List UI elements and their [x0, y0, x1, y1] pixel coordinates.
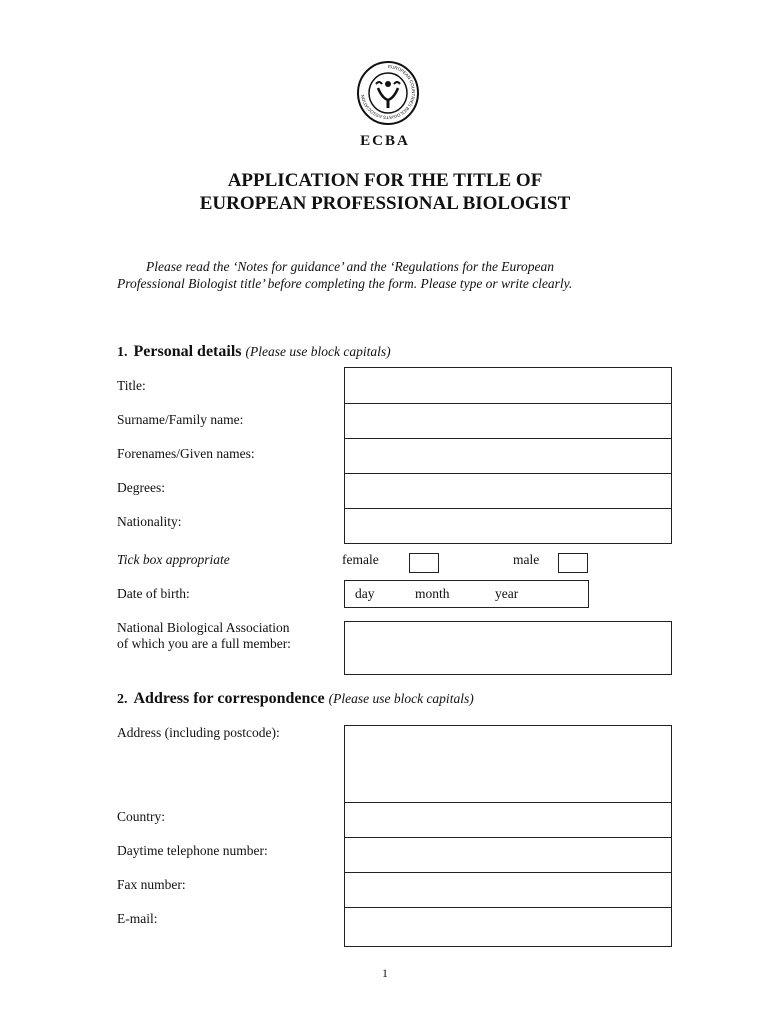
email-field[interactable]: [344, 907, 672, 947]
phone-label: Daytime telephone number:: [117, 843, 268, 858]
section-1-note: (Please use block capitals): [245, 344, 391, 359]
date-of-birth-label: Date of birth:: [117, 586, 190, 601]
association-label-line-1: National Biological Association: [117, 620, 290, 635]
nationality-field[interactable]: [344, 508, 672, 544]
title-label: Title:: [117, 378, 146, 393]
organization-name: ECBA: [360, 133, 410, 149]
degrees-field[interactable]: [344, 473, 672, 509]
page-number: 1: [382, 966, 388, 980]
male-label: male: [513, 552, 540, 567]
dob-day-hint: day: [355, 586, 375, 601]
intro-line-1: Please read the ‘Notes for guidance’ and the ‘Regulations for the European: [146, 259, 555, 274]
degrees-label: Degrees:: [117, 480, 165, 495]
logo-ring-text: EUROPEAN COUNTRIES BIOLOGISTS ASSOCIATION: [360, 63, 416, 121]
surname-field[interactable]: [344, 403, 672, 439]
fax-field[interactable]: [344, 872, 672, 908]
country-field[interactable]: [344, 802, 672, 838]
address-field[interactable]: [344, 725, 672, 803]
phone-field[interactable]: [344, 837, 672, 873]
section-1-number: 1.: [117, 345, 128, 360]
surname-label: Surname/Family name:: [117, 412, 244, 427]
page-title-line-2: EUROPEAN PROFESSIONAL BIOLOGIST: [199, 193, 571, 214]
section-1-title: Personal details: [133, 343, 242, 360]
section-2-heading: [117, 690, 474, 708]
association-label-line-2: of which you are a full member:: [117, 636, 291, 651]
male-checkbox[interactable]: [558, 553, 588, 573]
title-field[interactable]: [344, 367, 672, 404]
page-title-line-1: APPLICATION FOR THE TITLE OF: [227, 170, 543, 191]
female-label: female: [342, 552, 379, 567]
forenames-label: Forenames/Given names:: [117, 446, 255, 461]
email-label: E-mail:: [117, 911, 158, 926]
association-field[interactable]: [344, 621, 672, 675]
address-label: Address (including postcode):: [117, 725, 280, 740]
intro-line-2: Professional Biologist title’ before completing the form. Please type or write clearly.: [117, 276, 573, 291]
nationality-label: Nationality:: [117, 514, 182, 529]
section-2-number: 2.: [117, 692, 128, 707]
section-2-note: (Please use block capitals): [328, 691, 474, 706]
date-of-birth-field[interactable]: [344, 580, 589, 608]
dob-month-hint: month: [415, 586, 450, 601]
section-2-title: Address for correspondence: [133, 690, 325, 707]
tick-box-instruction: Tick box appropriate: [117, 552, 230, 567]
ecba-logo: [356, 60, 420, 126]
dob-year-hint: year: [495, 586, 519, 601]
fax-label: Fax number:: [117, 877, 186, 892]
country-label: Country:: [117, 809, 166, 824]
forenames-field[interactable]: [344, 438, 672, 474]
female-checkbox[interactable]: [409, 553, 439, 573]
section-1-heading: [117, 343, 391, 361]
